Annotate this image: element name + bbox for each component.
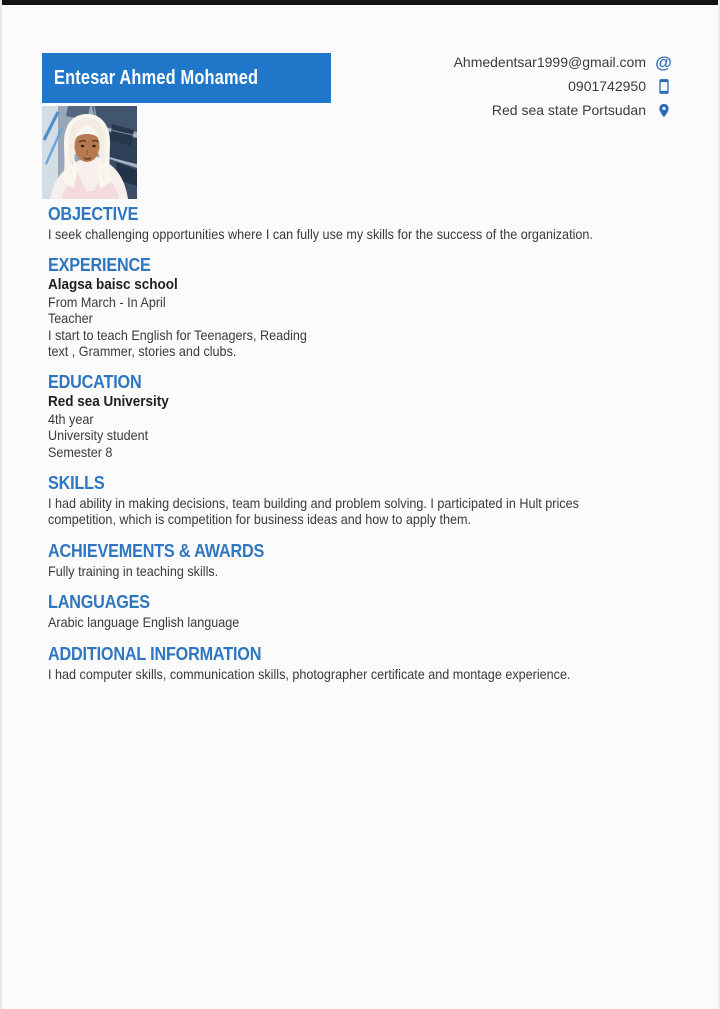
contact-email-row: [454, 53, 672, 71]
location-text: Red sea state Portsudan: [491, 102, 646, 118]
skills-text-line: I had ability in making decisions, team building and problem solving. I participated in Hult prices: [48, 495, 579, 512]
section-achievements: [48, 540, 673, 579]
achievements-text: Fully training in teaching skills.: [48, 562, 219, 579]
section-additional-information: [48, 643, 673, 682]
contact-phone-row: [568, 77, 672, 95]
experience-dates: From March - In April: [48, 293, 166, 310]
smartphone-icon: [655, 78, 672, 95]
portrait-photo: [42, 106, 137, 199]
additional-information-text: I had computer skills, communication skills, photographer certificate and montage experience.: [48, 665, 571, 682]
phone-text: 0901742950: [568, 78, 646, 94]
education-detail-line: 4th year: [48, 410, 94, 427]
contact-block: [454, 53, 672, 119]
section-title-achievements: ACHIEVEMENTS & AWARDS: [48, 540, 265, 561]
education-organization: Red sea University: [48, 393, 169, 411]
experience-role: Teacher: [48, 310, 93, 327]
languages-text: Arabic language English language: [48, 614, 240, 631]
section-title-additional-information: ADDITIONAL INFORMATION: [48, 643, 262, 664]
section-title-skills: SKILLS: [48, 473, 105, 494]
resume-body: [48, 206, 673, 697]
person-name: Entesar Ahmed Mohamed: [54, 66, 259, 89]
section-experience: [48, 257, 673, 359]
section-title-objective: OBJECTIVE: [48, 204, 139, 224]
skills-text-line: competition, which is competition for business ideas and how to apply them.: [48, 511, 472, 528]
education-detail-line: Semester 8: [48, 443, 113, 460]
email-text: Ahmedentsar1999@gmail.com: [453, 54, 646, 70]
section-title-experience: EXPERIENCE: [48, 255, 151, 276]
experience-description-line: text , Grammer, stories and clubs.: [48, 343, 237, 360]
name-banner: [42, 53, 331, 103]
scan-top-bar: [0, 0, 720, 5]
experience-description-line: I start to teach English for Teenagers, Reading: [48, 326, 307, 343]
education-detail-line: University student: [48, 427, 149, 444]
section-skills: [48, 475, 673, 528]
experience-organization: Alagsa baisc school: [48, 276, 178, 294]
objective-text: I seek challenging opportunities where I can fully use my skills for the success of the organization.: [48, 226, 593, 242]
contact-location-row: [492, 101, 672, 119]
section-education: [48, 374, 673, 460]
section-objective: [48, 206, 673, 242]
section-title-education: EDUCATION: [48, 372, 142, 393]
section-title-languages: LANGUAGES: [48, 592, 150, 613]
location-pin-icon: [655, 102, 672, 119]
page-left-edge: [0, 0, 2, 1009]
at-sign-icon: @: [655, 52, 672, 72]
section-languages: [48, 594, 673, 630]
